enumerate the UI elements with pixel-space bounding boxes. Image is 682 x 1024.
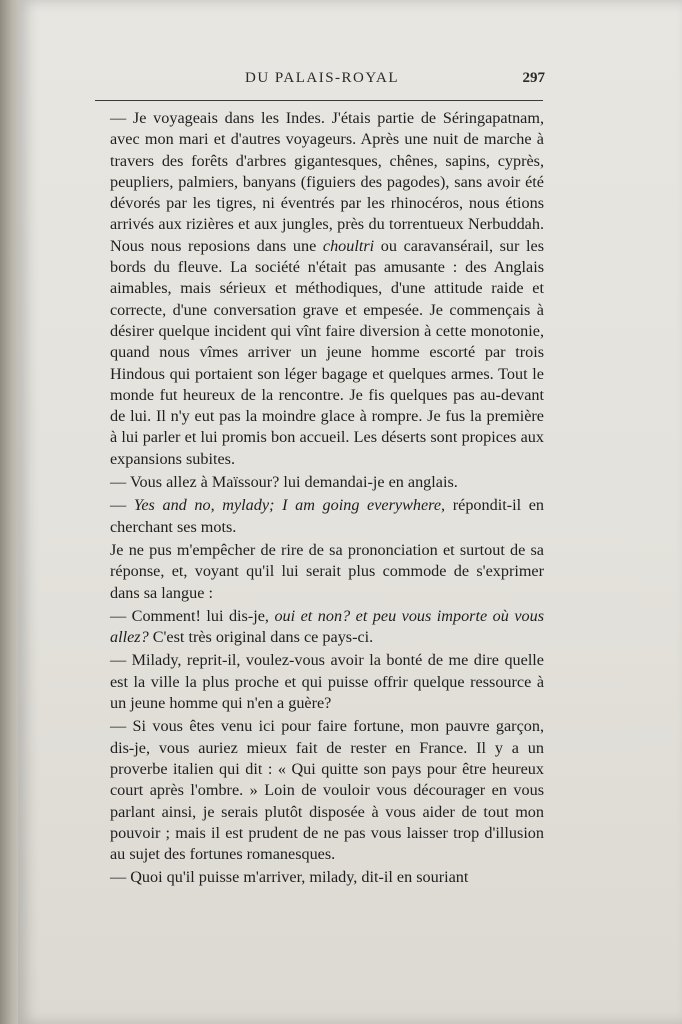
header-rule (95, 100, 543, 101)
italic-segment: oui et non? et peu vous importe où vous allez? (110, 606, 544, 647)
running-head: DU PALAIS-ROYAL (245, 70, 400, 86)
italic-segment: Yes and no, mylady; I am going everywhere, (133, 496, 446, 515)
text-segment: ou caravansérail, sur les bords du fleuve. La société n'était pas amusante : des Anglais aimables, mais sérieux et méthodiques, d'une attitude raide et correcte, d'une conversation grave et empesée. Je commençais à désirer quelque incident qui vînt faire diversion à cette monotonie, quand nous vîmes arriver un jeune homme escorté par trois Hindous qui portaient son léger bagage et quelques armes. Tout le monde fut heureux de la rencontre. Je fis quelques pas au-devant de lui. Il n'y eut pas la moindre glace à rompre. Je fus la première à lui parler et lui promis bon accueil. Les déserts sont propices aux expansions subites. (110, 236, 544, 468)
italic-segment: choultri (322, 236, 375, 255)
paragraph (110, 472, 544, 493)
text-segment: — Vous allez à Maïssour? lui demandai-je en anglais. (110, 473, 458, 492)
text-segment: — Si vous êtes venu ici pour faire fortune, mon pauvre garçon, dis-je, vous auriez mieux fait de rester en France. Il y a un proverbe italien qui dit : « Qui quitte son pays pour être heureux court après l'ombre. » Loin de vouloir vous décourager en vous parlant ainsi, je serais plutôt disposée à vous aider de tout mon pouvoir ; mais il est prudent de ne pas vous laisser trop d'illusion au sujet des fortunes romanesques. (110, 717, 544, 864)
paragraph (110, 606, 544, 649)
text-segment: — Je voyageais dans les Indes. J'étais partie de Séringapatnam, avec mon mari et d'autres voyageurs. Après une nuit de marche à travers des forêts d'arbres gigantesques, chênes, sapins, cyprès, peupliers, palmiers, banyans (figuiers des pagodes), sans avoir été dévorés par les tigres, ni éventrés par les rhinocéros, nous étions arrivés aux rizières et aux jungles, près du torrentueux Nerbuddah. Nous nous reposions dans une (110, 109, 544, 255)
text-segment: C'est très original dans ce pays-ci. (148, 628, 374, 647)
body-text (110, 108, 544, 908)
page-number: 297 (522, 70, 545, 86)
text-segment: — Quoi qu'il puisse m'arriver, milady, dit-il en souriant (110, 868, 469, 887)
text-segment: — Milady, reprit-il, voulez-vous avoir la bonté de me dire quelle est la ville la plus proche et qui puisse offrir quelque ressource à un jeune homme qui n'en a guère? (110, 651, 544, 713)
paragraph (110, 867, 544, 888)
paragraph (110, 108, 544, 470)
text-segment: répondit-il en cherchant ses mots. (110, 496, 545, 536)
page-header (95, 68, 545, 94)
paragraph (110, 650, 544, 714)
text-segment: Je ne pus m'empêcher de rire de sa prononciation et surtout de sa réponse, et, voyant qu'il lui serait plus commode de s'exprimer dans sa langue : (110, 540, 544, 602)
paragraph (110, 540, 544, 604)
paragraph (110, 716, 544, 865)
paragraph (110, 495, 544, 538)
text-segment: — Comment! lui dis-je, (110, 606, 275, 625)
text-segment: — (110, 496, 134, 515)
